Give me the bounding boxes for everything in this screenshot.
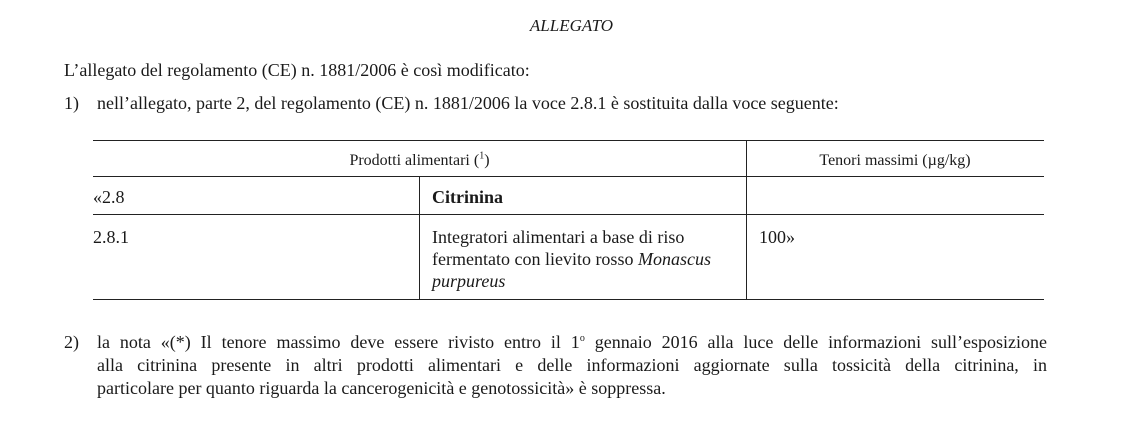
row1-product: Citrinina — [432, 187, 504, 207]
row2-code: 2.8.1 — [93, 227, 129, 247]
item-2-line-2: alla citrinina presente in altri prodotti alimentari e delle informazioni aggiornate sulla tossicità della citrinina, in — [97, 355, 1047, 375]
header-limits: Tenori massimi (µg/kg) — [819, 152, 971, 169]
annex-title: ALLEGATO — [529, 16, 614, 35]
row2-product: Integratori alimentari a base di riso fermentato con lievito rosso Monascus purpureus — [432, 227, 711, 291]
limits-table — [93, 140, 1044, 300]
table-rule-bottom — [93, 299, 1044, 300]
row1-code: «2.8 — [93, 187, 125, 207]
item-1-text: nell’allegato, parte 2, del regolamento (CE) n. 1881/2006 la voce 2.8.1 è sostituita dalla voce seguente: — [97, 93, 839, 113]
item-2-text — [97, 331, 1047, 400]
item-2-line-1: la nota «(*) Il tenore massimo deve essere rivisto entro il 1$^o$ gennaio 2016 alla luce delle informazioni sull’esposizione — [97, 332, 1047, 352]
header-products: Prodotti alimentari ($^1$) — [349, 150, 490, 169]
table-rule-row1 — [93, 214, 1044, 215]
item-2-number: 2) — [64, 332, 79, 352]
item-2-line-3: particolare per quanto riguarda la cancerogenicità e genotossicità» è soppressa. — [97, 378, 666, 398]
intro-paragraph: L’allegato del regolamento (CE) n. 1881/2006 è così modificato: — [64, 60, 530, 80]
table-col-divider-1 — [419, 176, 420, 299]
table-rule-header — [93, 176, 1044, 177]
item-1-number: 1) — [64, 93, 79, 113]
row2-limit: 100» — [759, 227, 795, 247]
table-rule-top — [93, 140, 1044, 141]
